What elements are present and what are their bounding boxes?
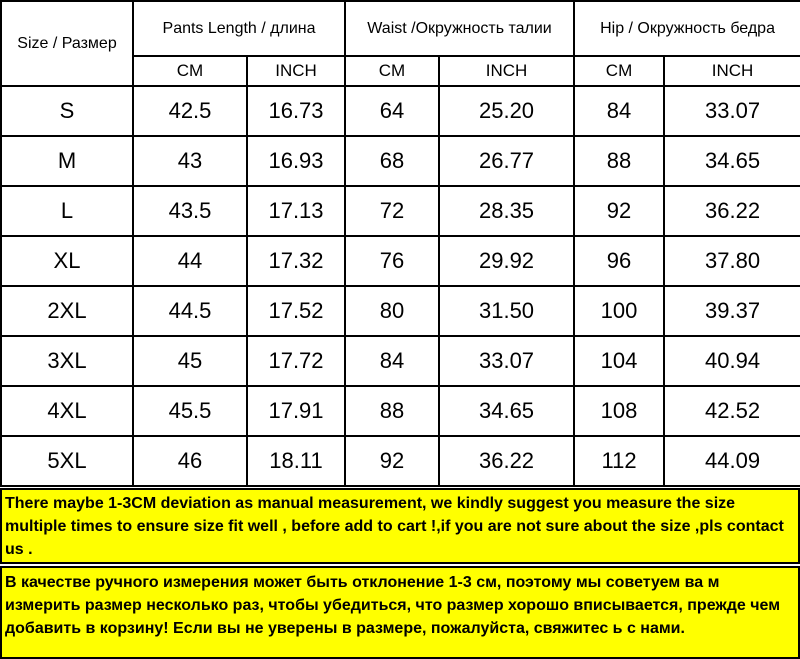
measurement-cell: 34.65 [439, 386, 574, 436]
measurement-cell: 43 [133, 136, 247, 186]
measurement-cell: 80 [345, 286, 439, 336]
measurement-cell: 43.5 [133, 186, 247, 236]
measurement-cell: 31.50 [439, 286, 574, 336]
unit-header: INCH [247, 56, 345, 86]
size-label-cell: M [1, 136, 133, 186]
measurement-cell: 84 [574, 86, 664, 136]
measurement-cell: 100 [574, 286, 664, 336]
measurement-cell: 26.77 [439, 136, 574, 186]
measurement-cell: 29.92 [439, 236, 574, 286]
measurement-cell: 16.73 [247, 86, 345, 136]
measurement-cell: 42.5 [133, 86, 247, 136]
size-rows [1, 86, 800, 486]
size-label-cell: L [1, 186, 133, 236]
measurement-cell: 72 [345, 186, 439, 236]
table-row [1, 336, 800, 386]
measurement-note-russian: В качестве ручного измерения может быть отклонение 1-3 см, поэтому мы советуем ва м измерить размер несколько раз, чтобы убедиться, что размер хорошо вписывается, прежде чем добавить в корзину! Если вы не уверены в размере, пожалуйста, свяжитес ь с нами. [0, 566, 800, 659]
measurement-cell: 44 [133, 236, 247, 286]
measurement-cell: 33.07 [439, 336, 574, 386]
measurement-note-english: There maybe 1-3CM deviation as manual measurement, we kindly suggest you measure the size multiple times to ensure size fit well , before add to cart !,if you are not sure about the size ,pls contact us . [0, 488, 800, 564]
measurement-cell: 37.80 [664, 236, 800, 286]
measurement-cell: 39.37 [664, 286, 800, 336]
unit-header: INCH [439, 56, 574, 86]
table-row [1, 236, 800, 286]
measurement-cell: 84 [345, 336, 439, 386]
measurement-cell: 68 [345, 136, 439, 186]
measurement-cell: 88 [345, 386, 439, 436]
table-row [1, 386, 800, 436]
group-header-row [1, 1, 800, 56]
measurement-cell: 45 [133, 336, 247, 386]
unit-header: CM [574, 56, 664, 86]
hip-header: Hip / Окружность бедра [574, 1, 800, 56]
measurement-cell: 16.93 [247, 136, 345, 186]
unit-header: INCH [664, 56, 800, 86]
unit-header: CM [345, 56, 439, 86]
table-row [1, 436, 800, 486]
measurement-cell: 44.09 [664, 436, 800, 486]
measurement-cell: 36.22 [664, 186, 800, 236]
table-row [1, 186, 800, 236]
measurement-cell: 104 [574, 336, 664, 386]
measurement-cell: 64 [345, 86, 439, 136]
measurement-cell: 44.5 [133, 286, 247, 336]
measurement-cell: 108 [574, 386, 664, 436]
size-label-cell: 4XL [1, 386, 133, 436]
measurement-cell: 34.65 [664, 136, 800, 186]
measurement-cell: 36.22 [439, 436, 574, 486]
measurement-cell: 17.13 [247, 186, 345, 236]
measurement-cell: 46 [133, 436, 247, 486]
measurement-cell: 17.91 [247, 386, 345, 436]
measurement-cell: 45.5 [133, 386, 247, 436]
unit-header: CM [133, 56, 247, 86]
size-label-cell: 5XL [1, 436, 133, 486]
size-label-cell: 3XL [1, 336, 133, 386]
measurement-cell: 17.32 [247, 236, 345, 286]
measurement-cell: 92 [574, 186, 664, 236]
measurement-cell: 40.94 [664, 336, 800, 386]
measurement-cell: 18.11 [247, 436, 345, 486]
measurement-cell: 96 [574, 236, 664, 286]
pants-length-header: Pants Length / длина [133, 1, 345, 56]
measurement-cell: 88 [574, 136, 664, 186]
measurement-cell: 42.52 [664, 386, 800, 436]
table-row [1, 136, 800, 186]
measurement-cell: 112 [574, 436, 664, 486]
measurement-cell: 17.72 [247, 336, 345, 386]
measurement-cell: 92 [345, 436, 439, 486]
table-row [1, 86, 800, 136]
measurement-cell: 25.20 [439, 86, 574, 136]
waist-header: Waist /Окружность талии [345, 1, 574, 56]
measurement-cell: 33.07 [664, 86, 800, 136]
measurement-cell: 76 [345, 236, 439, 286]
size-label-cell: S [1, 86, 133, 136]
size-label-cell: 2XL [1, 286, 133, 336]
measurement-cell: 17.52 [247, 286, 345, 336]
table-row [1, 286, 800, 336]
size-column-header: Size / Размер [1, 1, 133, 86]
measurement-cell: 28.35 [439, 186, 574, 236]
size-label-cell: XL [1, 236, 133, 286]
